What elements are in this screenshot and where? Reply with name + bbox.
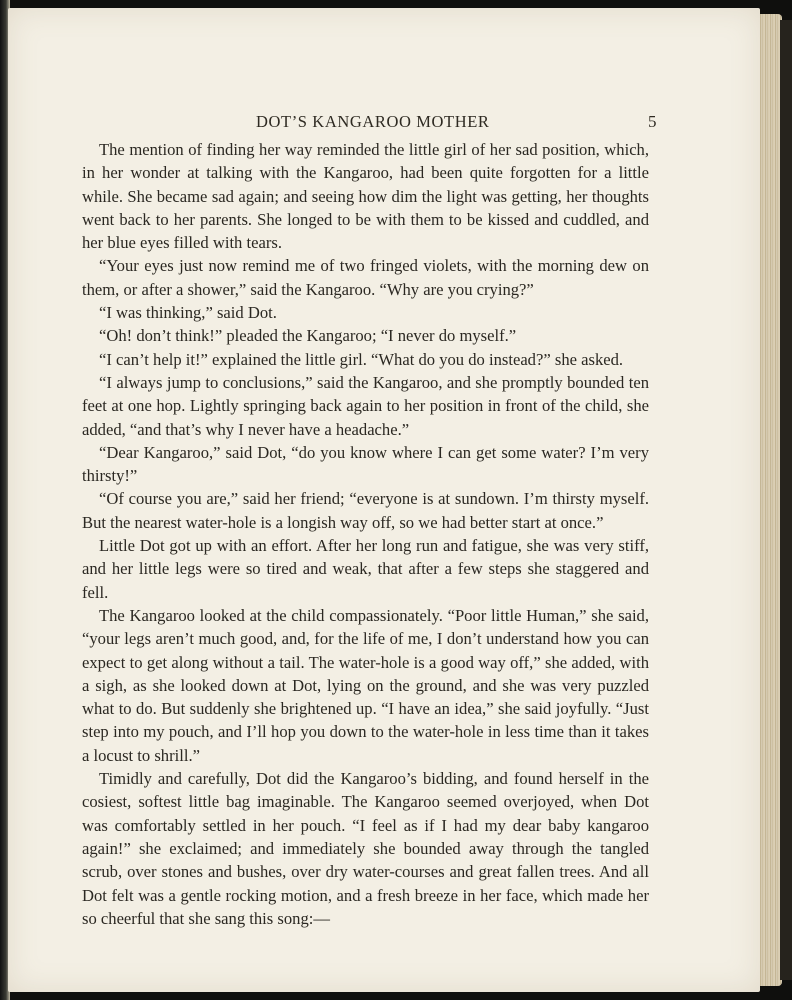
running-head: DOT’S KANGAROO MOTHER	[256, 112, 490, 131]
page-number: 5	[648, 112, 657, 131]
paragraph: “I can’t help it!” explained the little girl. “What do you do instead?” she asked.	[99, 349, 624, 369]
paragraph: “Of course you are,” said her friend; “everyone is at sundown. I’m thirsty myself. But the nearest water-hole is a longish way off, so we had better start at once.”	[82, 489, 649, 532]
paragraph: Little Dot got up with an effort. After her long run and fatigue, she was very stiff, and her little legs were so tired and weak, that after a few steps she staggered and fell.	[82, 536, 649, 602]
book-page	[8, 8, 760, 992]
paragraph: The Kangaroo looked at the child compassionately. “Poor little Human,” she said, “your legs aren’t much good, and, for the life of me, I don’t understand how you can expect to get along without a tail. The water-hole is a good way off,” she added, with a sigh, as she looked down at Dot, lying on the ground, and she was very puzzled what to do. But suddenly she brightened up. “I have an idea,” she said joyfully. “Just step into my pouch, and I’ll hop you down to the water-hole in less time than it takes a locust to shrill.”	[82, 605, 649, 765]
paragraph: “Dear Kangaroo,” said Dot, “do you know where I can get some water? I’m very thirsty!”	[82, 442, 649, 486]
page-header	[8, 112, 760, 132]
paragraph: “I always jump to conclusions,” said the Kangaroo, and she promptly bounded ten feet at one hop. Lightly springing back again to her position in front of the child, she added, “and that’s why I never have a headache.”	[82, 372, 649, 439]
paragraph: “Your eyes just now remind me of two fringed violets, with the morning dew on them, or after a shower,” said the Kangaroo. “Why are you crying?”	[82, 256, 649, 299]
paragraph: Timidly and carefully, Dot did the Kangaroo’s bidding, and found herself in the cosiest, softest little bag imaginable. The Kangaroo seemed overjoyed, when Dot was comfortably settled in her pouch. “I feel as if I had my dear baby kangaroo again!” she exclaimed; and immediately she bounded away through the tangled scrub, over stones and bushes, over dry water-courses and great fallen trees. And all Dot felt was a gentle rocking motion, and a fresh breeze in her face, which made her so cheerful that she sang this song:—	[82, 769, 649, 928]
book-cover-edge	[780, 20, 792, 980]
body-text	[82, 138, 649, 930]
paragraph: “Oh! don’t think!” pleaded the Kangaroo; “I never do myself.”	[99, 326, 517, 346]
paragraph: The mention of finding her way reminded the little girl of her sad position, which, in her wonder at talking with the Kangaroo, had been quite forgotten for a little while. She became sad again; and seeing how dim the light was getting, her thoughts went back to her parents. She longed to be with them to be kissed and cuddled, and her blue eyes filled with tears.	[82, 140, 649, 253]
paragraph: “I was thinking,” said Dot.	[99, 303, 277, 323]
